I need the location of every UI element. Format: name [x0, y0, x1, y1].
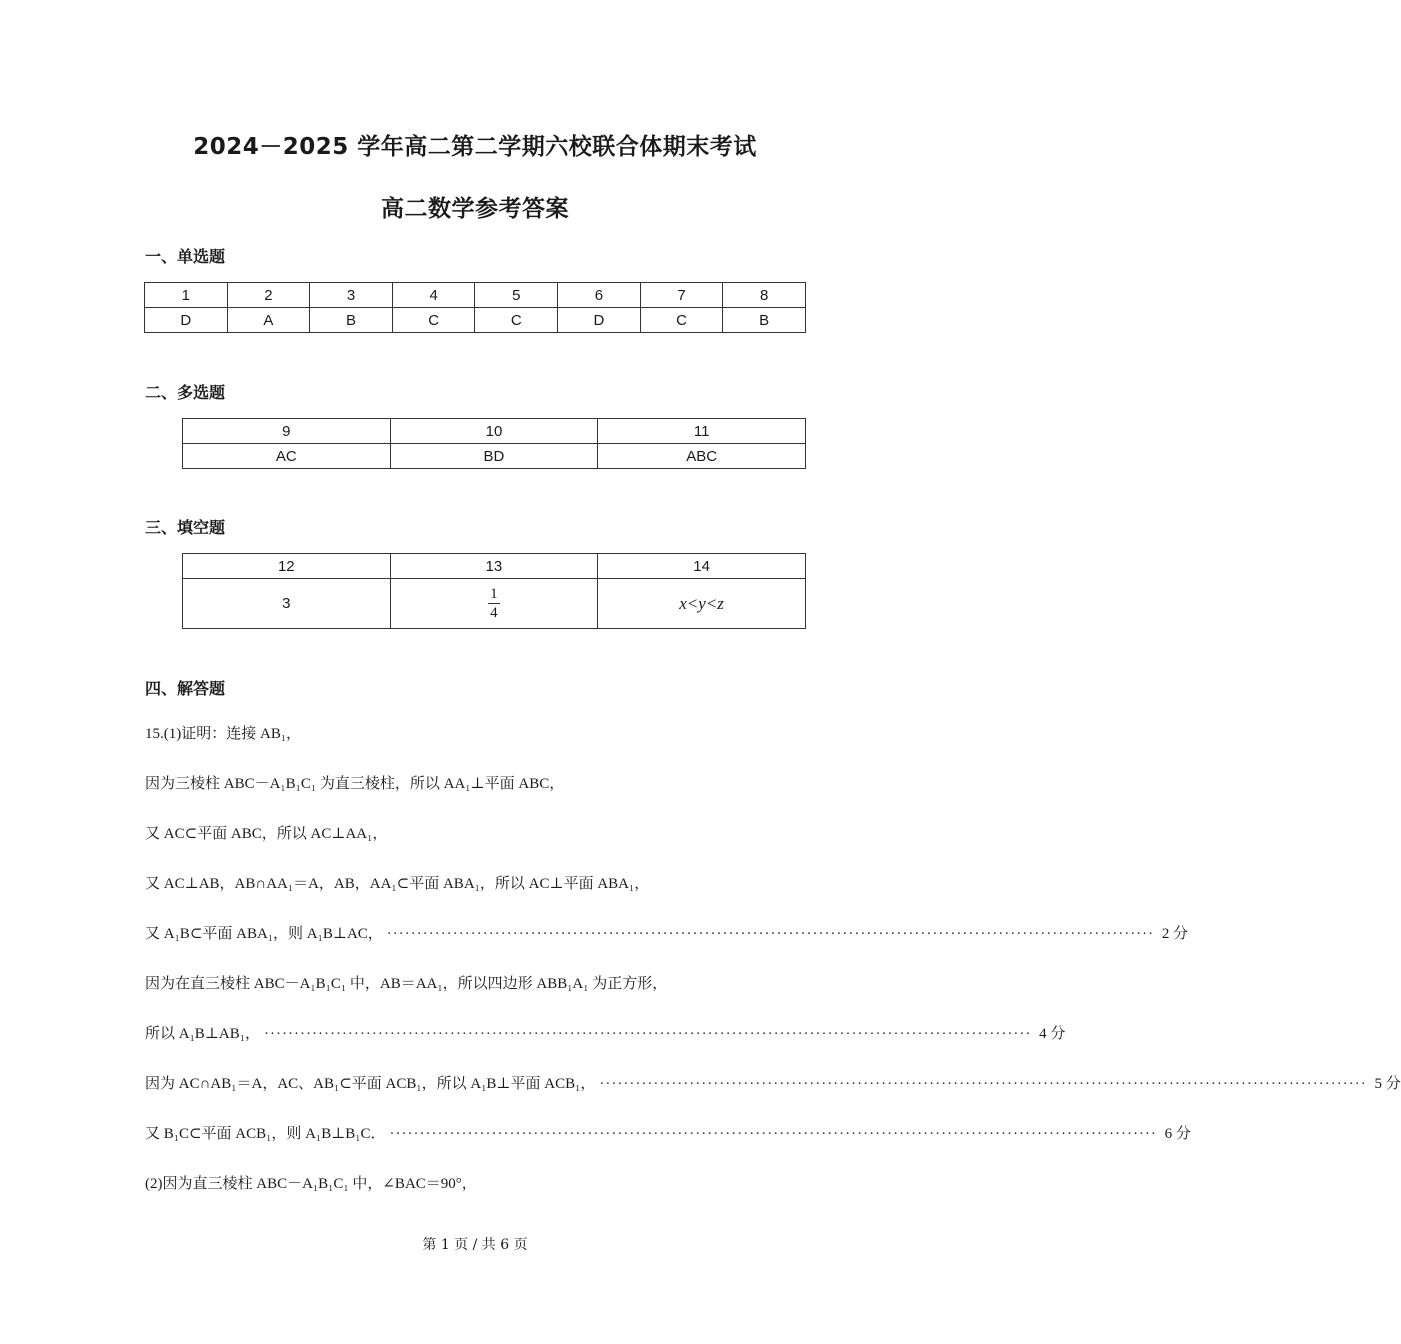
- question-number: 6: [558, 283, 641, 308]
- answer-cell: B: [723, 308, 806, 333]
- solution-line: 15.(1)证明：连接 AB₁，: [145, 726, 302, 742]
- table-row-answers: [183, 444, 806, 469]
- solution-text: 所以 A₁B⊥AB₁，: [145, 1026, 260, 1042]
- solution-line: 因为在直三棱柱 ABC－A₁B₁C₁ 中，AB＝AA₁，所以四边形 ABB₁A₁ 为正方形，: [145, 976, 668, 992]
- question-number: 8: [723, 283, 806, 308]
- inequality-answer: x<y<z: [679, 593, 724, 613]
- answer-cell: ABC: [598, 444, 806, 469]
- table-row-numbers: [145, 283, 806, 308]
- table-row-answers: [183, 579, 806, 629]
- section-heading-multiple-choice: 二、多选题: [145, 383, 226, 402]
- question-number: 12: [183, 554, 391, 579]
- fraction-numerator: 1: [490, 586, 498, 602]
- solution-text: 又 B₁C⊂平面 ACB₁，则 A₁B⊥B₁C．: [145, 1126, 386, 1142]
- fill-blank-answer-table: [182, 553, 806, 629]
- score-mark: 6 分: [1164, 1126, 1191, 1142]
- section-heading-solutions: 四、解答题: [145, 679, 226, 698]
- exam-title: 2024－2025 学年高二第二学期六校联合体期末考试: [193, 134, 757, 160]
- score-mark: 2 分: [1161, 926, 1189, 942]
- question-number: 4: [392, 283, 475, 308]
- question-number: 5: [475, 283, 558, 308]
- question-number: 1: [145, 283, 228, 308]
- solution-text: 又 A₁B⊂平面 ABA₁，则 A₁B⊥AC，: [145, 926, 383, 942]
- answer-cell: BD: [390, 444, 598, 469]
- table-row-answers: [145, 308, 806, 333]
- multiple-choice-answer-table: [182, 418, 806, 469]
- solution-text: 因为 AC∩AB₁＝A，AC、AB₁⊂平面 ACB₁，所以 A₁B⊥平面 ACB₁，: [145, 1076, 596, 1092]
- question-number: 11: [598, 419, 806, 444]
- dot-leader: ································································································································: [264, 1026, 1032, 1042]
- dot-leader: ································································································································: [386, 926, 1155, 942]
- answer-title: 高二数学参考答案: [381, 196, 569, 222]
- answer-cell: C: [640, 308, 723, 333]
- answer-cell: C: [475, 308, 558, 333]
- solution-line-scored: [145, 1072, 1401, 1093]
- solution-line: (2)因为直三棱柱 ABC－A₁B₁C₁ 中，∠BAC＝90°，: [145, 1176, 477, 1192]
- solution-line: 又 AC⊥AB，AB∩AA₁＝A，AB，AA₁⊂平面 ABA₁，所以 AC⊥平面 ABA₁，: [145, 876, 650, 892]
- answer-cell: [390, 579, 598, 629]
- answer-cell: D: [145, 308, 228, 333]
- dot-leader: ································································································································: [389, 1126, 1157, 1142]
- solution-line-scored: [145, 1022, 1066, 1043]
- table-row-numbers: [183, 554, 806, 579]
- section-heading-single-choice: 一、单选题: [145, 247, 226, 266]
- question-number: 13: [390, 554, 598, 579]
- fraction: [488, 585, 500, 622]
- answer-cell: C: [392, 308, 475, 333]
- question-number: 7: [640, 283, 723, 308]
- answer-cell: B: [310, 308, 393, 333]
- score-mark: 5 分: [1374, 1076, 1401, 1092]
- solution-line: 因为三棱柱 ABC－A₁B₁C₁ 为直三棱柱，所以 AA₁⊥平面 ABC，: [145, 776, 565, 792]
- solution-line: 又 AC⊂平面 ABC，所以 AC⊥AA₁，: [145, 826, 388, 842]
- solution-line-scored: [145, 1122, 1191, 1143]
- answer-cell: A: [227, 308, 310, 333]
- single-choice-answer-table: [144, 282, 806, 333]
- answer-cell: 3: [183, 579, 391, 629]
- question-number: 10: [390, 419, 598, 444]
- table-row-numbers: [183, 419, 806, 444]
- answer-cell: D: [558, 308, 641, 333]
- question-number: 14: [598, 554, 806, 579]
- question-number: 2: [227, 283, 310, 308]
- solution-line-scored: [145, 922, 1189, 943]
- section-heading-fill-blank: 三、填空题: [145, 518, 226, 537]
- answer-cell: [598, 579, 806, 629]
- answer-cell: AC: [183, 444, 391, 469]
- fraction-denominator: 4: [490, 605, 498, 621]
- question-number: 9: [183, 419, 391, 444]
- score-mark: 4 分: [1039, 1026, 1066, 1042]
- dot-leader: ································································································································: [599, 1076, 1367, 1092]
- question-number: 3: [310, 283, 393, 308]
- page-footer: 第 1 页 / 共 6 页: [422, 1237, 528, 1253]
